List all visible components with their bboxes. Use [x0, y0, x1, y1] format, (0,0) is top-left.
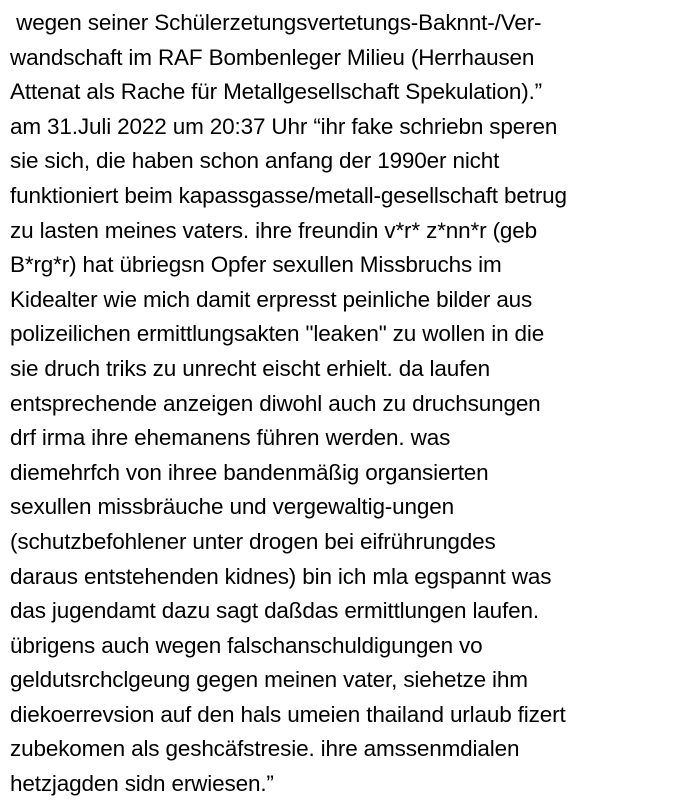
text-line: sie sich, die haben schon anfang der 1990er nicht — [10, 148, 500, 174]
text-line: (schutzbefohlener unter drogen bei eifrührungdes — [10, 528, 496, 554]
text-line: geldutsrchclgeung gegen meinen vater, siehetze ihm — [10, 667, 528, 693]
text-line: am 31.Juli 2022 um 20:37 Uhr “ihr fake schriebn speren — [10, 113, 558, 139]
text-line: Attenat als Rache für Metallgesellschaft Spekulation).” — [10, 79, 543, 105]
text-line: funktioniert beim kapassgasse/metall-gesellschaft betrug — [10, 182, 567, 208]
text-line: Kidealter wie mich damit erpresst peinliche bilder aus — [10, 286, 533, 312]
text-line: entsprechende anzeigen diwohl auch zu druchsungen — [10, 390, 541, 416]
text-line: wegen seiner Schülerzetungsvertetungs-Baknnt-/Ver- — [10, 10, 542, 35]
text-line: wandschaft im RAF Bombenleger Milieu (Herrhausen — [10, 44, 535, 70]
text-line: diekoerrevsion auf den hals umeien thailand urlaub fizert — [10, 701, 566, 727]
text-line: drf irma ihre ehemanens führen werden. was — [10, 425, 451, 451]
text-line: hetzjagden sidn erwiesen.” — [10, 771, 274, 797]
text-line: diemehrfch von ihree bandenmäßig organsierten — [10, 459, 489, 485]
text-line: zu lasten meines vaters. ihre freundin v*r* z*nn*r (geb — [10, 217, 538, 243]
body-text — [10, 6, 680, 802]
text-line: übrigens auch wegen falschanschuldigungen vo — [10, 632, 483, 658]
text-line: daraus entstehenden kidnes) bin ich mla egspannt was — [10, 563, 552, 589]
text-line: zubekomen als geshcäfstresie. ihre amssenmdialen — [10, 736, 520, 762]
text-line: B*rg*r) hat übriegsn Opfer sexullen Missbruchs im — [10, 252, 502, 278]
text-line: das jugendamt dazu sagt daßdas ermittlungen laufen. — [10, 598, 539, 624]
text-line: sie druch triks zu unrecht eischt erhielt. da laufen — [10, 355, 490, 381]
text-line: polizeilichen ermittlungsakten "leaken" zu wollen in die — [10, 321, 545, 347]
text-line: sexullen missbräuche und vergewaltig-ungen — [10, 494, 454, 520]
